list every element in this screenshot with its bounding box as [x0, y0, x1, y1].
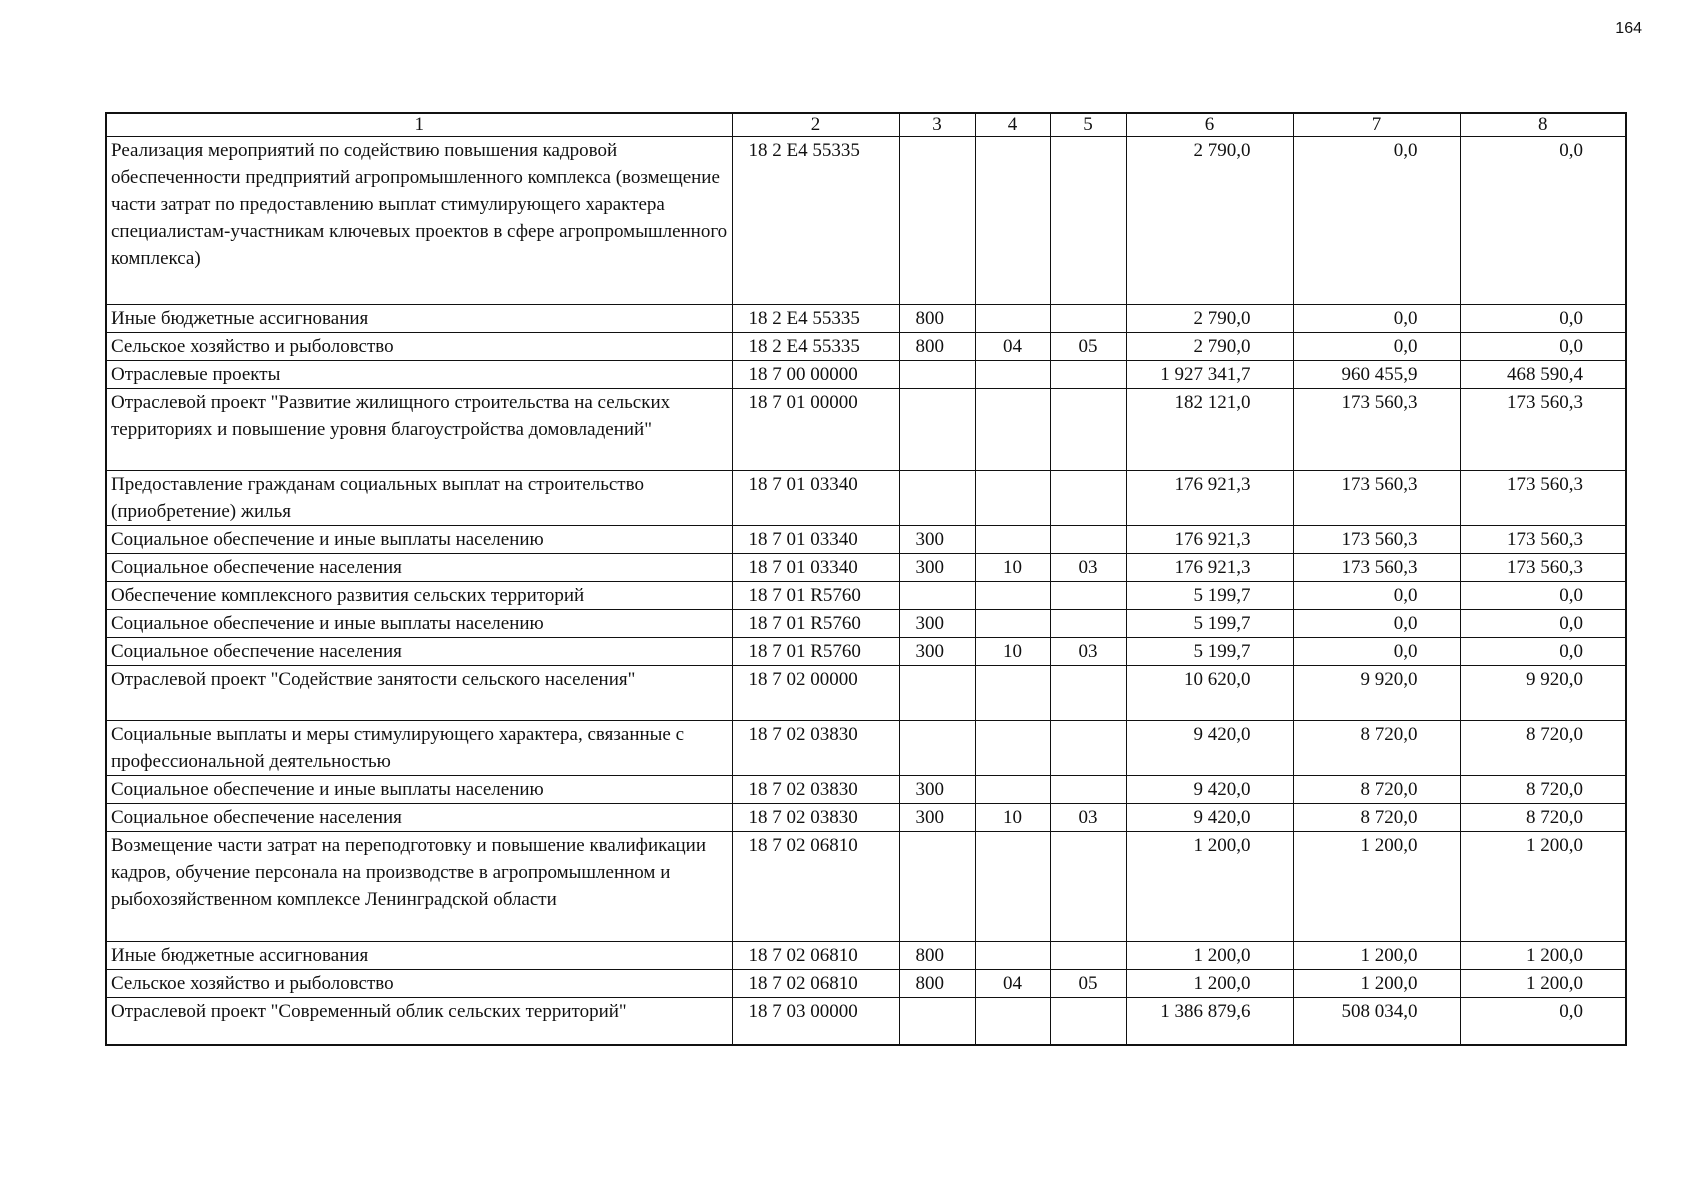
amount-year-3-cell: 8 720,0	[1460, 721, 1626, 776]
item-name-cell: Социальное обеспечение населения	[106, 554, 732, 582]
table-row	[106, 970, 1626, 998]
amount-year-2-cell: 173 560,3	[1293, 526, 1460, 554]
amount-year-1-cell: 1 927 341,7	[1126, 361, 1293, 389]
expense-type-cell: 300	[899, 554, 975, 582]
amount-year-3-cell: 9 920,0	[1460, 666, 1626, 721]
section-cell: 04	[975, 333, 1050, 361]
target-article-cell: 18 7 01 03340	[732, 471, 899, 526]
amount-year-3-cell: 1 200,0	[1460, 970, 1626, 998]
table-row	[106, 361, 1626, 389]
amount-year-3-cell: 0,0	[1460, 610, 1626, 638]
amount-year-2-cell: 9 920,0	[1293, 666, 1460, 721]
section-cell	[975, 942, 1050, 970]
table-row	[106, 998, 1626, 1045]
target-article-cell: 18 7 02 03830	[732, 721, 899, 776]
subsection-cell	[1050, 582, 1126, 610]
expense-type-cell	[899, 998, 975, 1045]
expense-type-cell: 300	[899, 610, 975, 638]
target-article-cell: 18 2 E4 55335	[732, 333, 899, 361]
target-article-cell: 18 7 02 06810	[732, 832, 899, 942]
amount-year-2-cell: 0,0	[1293, 638, 1460, 666]
section-cell	[975, 582, 1050, 610]
amount-year-2-cell: 1 200,0	[1293, 832, 1460, 942]
target-article-cell: 18 7 02 06810	[732, 970, 899, 998]
amount-year-2-cell: 1 200,0	[1293, 942, 1460, 970]
target-article-cell: 18 7 03 00000	[732, 998, 899, 1045]
table-row	[106, 666, 1626, 721]
amount-year-2-cell: 1 200,0	[1293, 970, 1460, 998]
page-number: 164	[1615, 20, 1642, 37]
section-cell	[975, 305, 1050, 333]
amount-year-2-cell: 8 720,0	[1293, 776, 1460, 804]
item-name-cell: Социальное обеспечение и иные выплаты населению	[106, 526, 732, 554]
section-cell	[975, 776, 1050, 804]
section-cell	[975, 137, 1050, 305]
subsection-cell	[1050, 361, 1126, 389]
subsection-cell	[1050, 305, 1126, 333]
amount-year-1-cell: 182 121,0	[1126, 389, 1293, 471]
amount-year-3-cell: 173 560,3	[1460, 554, 1626, 582]
header-cell-col-2: 2	[732, 113, 899, 137]
amount-year-2-cell: 0,0	[1293, 137, 1460, 305]
expense-type-cell: 800	[899, 970, 975, 998]
amount-year-1-cell: 1 200,0	[1126, 942, 1293, 970]
amount-year-2-cell: 0,0	[1293, 610, 1460, 638]
budget-table-container	[105, 112, 1625, 1046]
target-article-cell: 18 7 02 06810	[732, 942, 899, 970]
amount-year-1-cell: 9 420,0	[1126, 721, 1293, 776]
target-article-cell: 18 7 00 00000	[732, 361, 899, 389]
item-name-cell: Отраслевой проект "Содействие занятости сельского населения"	[106, 666, 732, 721]
expense-type-cell: 800	[899, 333, 975, 361]
amount-year-2-cell: 173 560,3	[1293, 389, 1460, 471]
item-name-cell: Социальное обеспечение населения	[106, 804, 732, 832]
subsection-cell	[1050, 610, 1126, 638]
header-cell-col-8: 8	[1460, 113, 1626, 137]
item-name-cell: Предоставление гражданам социальных выплат на строительство (приобретение) жилья	[106, 471, 732, 526]
amount-year-1-cell: 10 620,0	[1126, 666, 1293, 721]
target-article-cell: 18 7 01 03340	[732, 526, 899, 554]
subsection-cell	[1050, 998, 1126, 1045]
amount-year-3-cell: 1 200,0	[1460, 832, 1626, 942]
section-cell: 10	[975, 804, 1050, 832]
amount-year-1-cell: 5 199,7	[1126, 610, 1293, 638]
expense-type-cell: 800	[899, 942, 975, 970]
table-header	[106, 113, 1626, 137]
amount-year-3-cell: 1 200,0	[1460, 942, 1626, 970]
section-cell	[975, 666, 1050, 721]
expense-type-cell	[899, 389, 975, 471]
subsection-cell	[1050, 526, 1126, 554]
section-cell	[975, 361, 1050, 389]
table-row	[106, 305, 1626, 333]
subsection-cell: 03	[1050, 638, 1126, 666]
expense-type-cell: 300	[899, 776, 975, 804]
target-article-cell: 18 7 02 03830	[732, 804, 899, 832]
section-cell: 10	[975, 638, 1050, 666]
amount-year-3-cell: 8 720,0	[1460, 804, 1626, 832]
header-cell-col-4: 4	[975, 113, 1050, 137]
expense-type-cell	[899, 666, 975, 721]
subsection-cell	[1050, 942, 1126, 970]
item-name-cell: Отраслевой проект "Развитие жилищного строительства на сельских территориях и повышение уровня благоустройства домовладений"	[106, 389, 732, 471]
expense-type-cell	[899, 721, 975, 776]
table-row	[106, 832, 1626, 942]
header-row	[106, 113, 1626, 137]
section-cell	[975, 998, 1050, 1045]
table-row	[106, 137, 1626, 305]
amount-year-1-cell: 5 199,7	[1126, 638, 1293, 666]
amount-year-1-cell: 9 420,0	[1126, 804, 1293, 832]
amount-year-3-cell: 173 560,3	[1460, 526, 1626, 554]
section-cell: 04	[975, 970, 1050, 998]
section-cell	[975, 832, 1050, 942]
expense-type-cell	[899, 471, 975, 526]
subsection-cell: 03	[1050, 554, 1126, 582]
table-row	[106, 554, 1626, 582]
header-cell-col-6: 6	[1126, 113, 1293, 137]
table-row	[106, 638, 1626, 666]
amount-year-1-cell: 1 200,0	[1126, 832, 1293, 942]
subsection-cell	[1050, 471, 1126, 526]
item-name-cell: Реализация мероприятий по содействию повышения кадровой обеспеченности предприятий агропромышленного комплекса (возмещение части затрат по предоставлению выплат стимулирующего характера специалистам-участникам ключевых проектов в сфере агропромышленного комплекса)	[106, 137, 732, 305]
expense-type-cell	[899, 137, 975, 305]
header-cell-col-3: 3	[899, 113, 975, 137]
subsection-cell: 05	[1050, 333, 1126, 361]
item-name-cell: Социальное обеспечение и иные выплаты населению	[106, 776, 732, 804]
subsection-cell: 03	[1050, 804, 1126, 832]
amount-year-3-cell: 0,0	[1460, 998, 1626, 1045]
item-name-cell: Возмещение части затрат на переподготовку и повышение квалификации кадров, обучение персонала на производстве в агропромышленном и рыбохозяйственном комплексе Ленинградской области	[106, 832, 732, 942]
header-cell-col-7: 7	[1293, 113, 1460, 137]
amount-year-3-cell: 0,0	[1460, 638, 1626, 666]
amount-year-3-cell: 173 560,3	[1460, 471, 1626, 526]
table-row	[106, 721, 1626, 776]
amount-year-2-cell: 8 720,0	[1293, 804, 1460, 832]
item-name-cell: Сельское хозяйство и рыболовство	[106, 970, 732, 998]
item-name-cell: Иные бюджетные ассигнования	[106, 942, 732, 970]
subsection-cell: 05	[1050, 970, 1126, 998]
amount-year-2-cell: 0,0	[1293, 305, 1460, 333]
header-cell-col-5: 5	[1050, 113, 1126, 137]
amount-year-3-cell: 0,0	[1460, 582, 1626, 610]
expense-type-cell: 800	[899, 305, 975, 333]
table-row	[106, 610, 1626, 638]
expense-type-cell: 300	[899, 804, 975, 832]
amount-year-3-cell: 468 590,4	[1460, 361, 1626, 389]
expense-type-cell: 300	[899, 526, 975, 554]
amount-year-2-cell: 8 720,0	[1293, 721, 1460, 776]
amount-year-1-cell: 176 921,3	[1126, 471, 1293, 526]
item-name-cell: Социальное обеспечение населения	[106, 638, 732, 666]
budget-table	[105, 112, 1627, 1046]
section-cell	[975, 471, 1050, 526]
table-row	[106, 942, 1626, 970]
amount-year-2-cell: 0,0	[1293, 333, 1460, 361]
item-name-cell: Иные бюджетные ассигнования	[106, 305, 732, 333]
section-cell	[975, 389, 1050, 471]
amount-year-3-cell: 0,0	[1460, 333, 1626, 361]
table-row	[106, 333, 1626, 361]
subsection-cell	[1050, 389, 1126, 471]
table-body	[106, 137, 1626, 1045]
amount-year-3-cell: 8 720,0	[1460, 776, 1626, 804]
amount-year-1-cell: 1 386 879,6	[1126, 998, 1293, 1045]
amount-year-1-cell: 9 420,0	[1126, 776, 1293, 804]
section-cell	[975, 721, 1050, 776]
amount-year-1-cell: 1 200,0	[1126, 970, 1293, 998]
amount-year-2-cell: 173 560,3	[1293, 471, 1460, 526]
item-name-cell: Сельское хозяйство и рыболовство	[106, 333, 732, 361]
table-row	[106, 471, 1626, 526]
amount-year-3-cell: 0,0	[1460, 137, 1626, 305]
amount-year-3-cell: 0,0	[1460, 305, 1626, 333]
target-article-cell: 18 7 01 03340	[732, 554, 899, 582]
expense-type-cell	[899, 582, 975, 610]
amount-year-1-cell: 5 199,7	[1126, 582, 1293, 610]
target-article-cell: 18 7 01 00000	[732, 389, 899, 471]
subsection-cell	[1050, 137, 1126, 305]
subsection-cell	[1050, 832, 1126, 942]
subsection-cell	[1050, 776, 1126, 804]
section-cell	[975, 610, 1050, 638]
amount-year-3-cell: 173 560,3	[1460, 389, 1626, 471]
item-name-cell: Социальное обеспечение и иные выплаты населению	[106, 610, 732, 638]
table-row	[106, 804, 1626, 832]
amount-year-2-cell: 508 034,0	[1293, 998, 1460, 1045]
amount-year-2-cell: 0,0	[1293, 582, 1460, 610]
item-name-cell: Социальные выплаты и меры стимулирующего характера, связанные с профессиональной деятельностью	[106, 721, 732, 776]
amount-year-2-cell: 173 560,3	[1293, 554, 1460, 582]
target-article-cell: 18 7 01 R5760	[732, 610, 899, 638]
amount-year-1-cell: 176 921,3	[1126, 526, 1293, 554]
amount-year-1-cell: 176 921,3	[1126, 554, 1293, 582]
item-name-cell: Обеспечение комплексного развития сельских территорий	[106, 582, 732, 610]
table-row	[106, 526, 1626, 554]
target-article-cell: 18 7 02 03830	[732, 776, 899, 804]
table-row	[106, 582, 1626, 610]
target-article-cell: 18 7 01 R5760	[732, 582, 899, 610]
amount-year-2-cell: 960 455,9	[1293, 361, 1460, 389]
header-cell-col-1: 1	[106, 113, 732, 137]
table-row	[106, 776, 1626, 804]
table-row	[106, 389, 1626, 471]
target-article-cell: 18 2 E4 55335	[732, 305, 899, 333]
target-article-cell: 18 7 02 00000	[732, 666, 899, 721]
target-article-cell: 18 7 01 R5760	[732, 638, 899, 666]
target-article-cell: 18 2 E4 55335	[732, 137, 899, 305]
section-cell	[975, 526, 1050, 554]
amount-year-1-cell: 2 790,0	[1126, 305, 1293, 333]
expense-type-cell: 300	[899, 638, 975, 666]
expense-type-cell	[899, 361, 975, 389]
expense-type-cell	[899, 832, 975, 942]
subsection-cell	[1050, 721, 1126, 776]
section-cell: 10	[975, 554, 1050, 582]
amount-year-1-cell: 2 790,0	[1126, 137, 1293, 305]
amount-year-1-cell: 2 790,0	[1126, 333, 1293, 361]
subsection-cell	[1050, 666, 1126, 721]
item-name-cell: Отраслевой проект "Современный облик сельских территорий"	[106, 998, 732, 1045]
item-name-cell: Отраслевые проекты	[106, 361, 732, 389]
